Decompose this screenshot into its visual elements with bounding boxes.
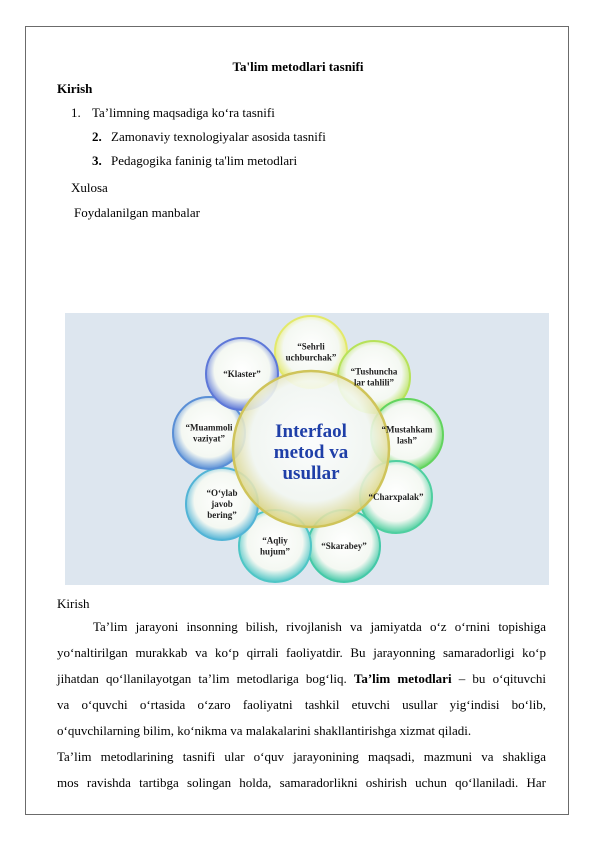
document-title: Ta'lim metodlari tasnifi — [232, 59, 364, 74]
toc-references: Foydalanilgan manbalar — [74, 205, 200, 220]
toc-item-3-text: Pedagogika faninig ta'lim metodlari — [111, 153, 298, 168]
paragraph-1 — [57, 614, 546, 744]
method-bubble-label-4: “Charxpalak” — [368, 492, 424, 502]
toc-conclusion: Xulosa — [71, 180, 108, 195]
paragraph-2-line-1: Ta’lim metodlarining tasnifi ular o‘quv jarayonining maqsadi, mazmuni va shakliga — [57, 749, 546, 764]
term-talim-metodlari: Ta’lim metodlari — [353, 671, 452, 686]
paragraph-2-line-2: mos ravishda tartibga solingan holda, samaradorlikni oshirish uchun qo‘llaniladi. Har — [57, 775, 546, 790]
toc-item-2-text: Zamonaviy texnologiyalar asosida tasnifi — [111, 129, 326, 144]
toc-item-1-num: 1. — [71, 105, 81, 120]
body-heading: Kirish — [57, 596, 90, 611]
method-bubble-label-3: “Mustahkam lash” — [381, 424, 433, 446]
paragraph-1-line-4: va o‘quvchi o‘rtasida o‘zaro faoliyatni tashkil etuvchi usullar yig‘indisi bo‘lib, — [57, 697, 546, 712]
paragraph-1-line-5: o‘quvchilarning bilim, ko‘nikma va malakalarini shakllantirishga xizmat qiladi. — [57, 723, 472, 738]
method-bubble-label-8: “Muammoli vaziyat” — [185, 422, 233, 444]
method-bubble-label-7: “O‘ylab javob bering” — [206, 488, 238, 520]
paragraph-1-line-3-tail: – bu o‘qituvchi — [458, 671, 547, 686]
toc-heading: Kirish — [57, 81, 93, 96]
method-bubble-label-6: “Aqliy hujum” — [259, 535, 291, 557]
method-bubble-label-5: “Skarabey” — [321, 541, 367, 551]
center-label: Interfaol metod va usullar — [273, 421, 349, 484]
toc-item-1-text: Ta’limning maqsadiga ko‘ra tasnifi — [92, 105, 275, 120]
paragraph-1-line-3-text: jihatdan qo‘llanilayotgan ta’lim metodlariga bog‘liq. — [57, 671, 347, 686]
diagram-canvas — [65, 313, 549, 585]
method-bubble-label-9: “Klaster” — [223, 369, 261, 379]
paragraph-1-line-2: yo‘naltirilgan murakkab va ko‘p qirrali faoliyatdir. Bu jarayonning samaradorligi ko‘p — [57, 645, 546, 660]
toc-item-2-num: 2. — [92, 129, 102, 144]
method-bubble-label-1: “Sehrli uchburchak” — [285, 341, 337, 363]
paragraph-1-line-3 — [57, 666, 546, 692]
interactive-methods-diagram — [65, 313, 549, 585]
method-bubble-label-2: “Tushuncha lar tahlili” — [350, 366, 398, 388]
paragraph-2 — [57, 744, 546, 796]
toc-item-3-num: 3. — [92, 153, 102, 168]
paragraph-1-line-1: Ta’lim jarayoni insonning bilish, rivojlanish va jamiyatda o‘z o‘rnini topishiga — [93, 619, 546, 634]
